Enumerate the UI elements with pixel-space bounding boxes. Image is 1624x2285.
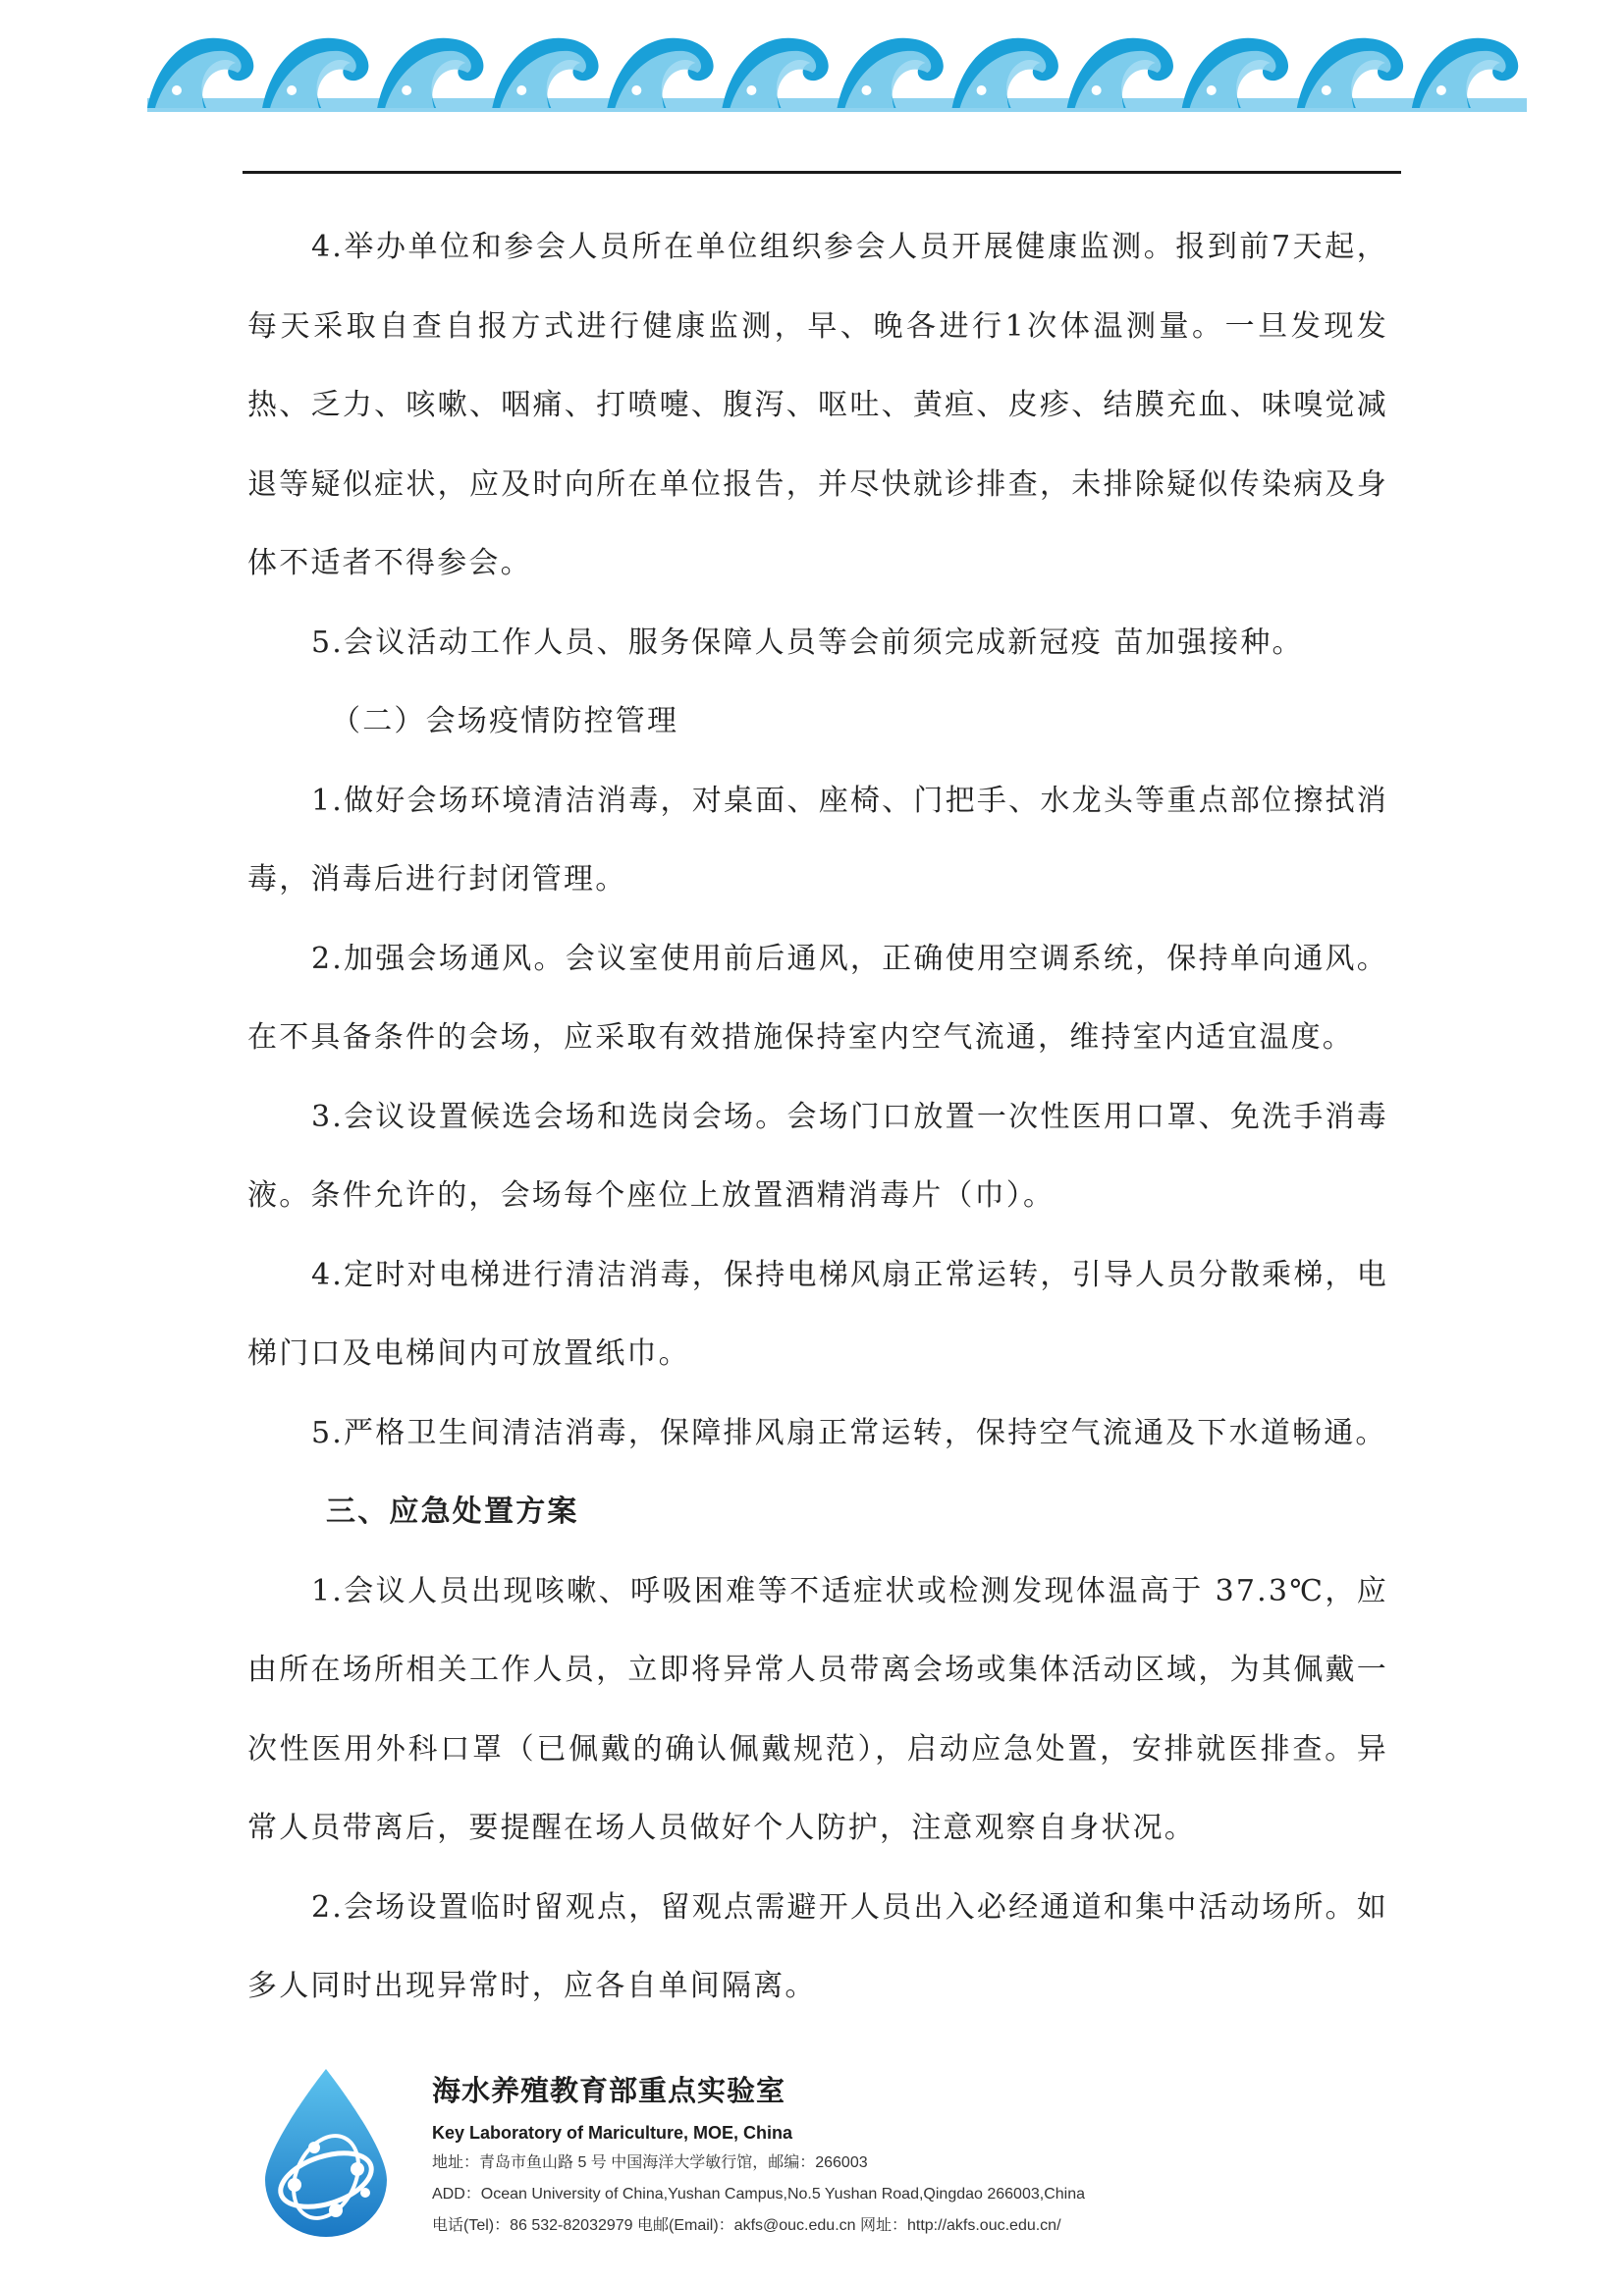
lab-name-english: Key Laboratory of Mariculture, MOE, China — [432, 2123, 793, 2143]
wave-pattern — [147, 38, 1518, 108]
wave-bubble — [631, 85, 641, 95]
wave-bubble — [1322, 85, 1331, 95]
paragraph-symptom-response: 1.会议人员出现咳嗽、呼吸困难等不适症状或检测发现体温高于 37.3℃，应由所在场所相关工作人员，立即将异常人员带离会场或集体活动区域，为其佩戴一次性医用外科口罩（已佩戴的确认佩戴规范），启动应急处置，安排就医排查。异常人员带离后，要提醒在场人员做好个人防护，注意观察自身状况。 — [247, 1573, 1388, 1845]
paragraph-vaccination: 5.会议活动工作人员、服务保障人员等会前须完成新冠疫 苗加强接种。 — [311, 625, 1304, 660]
section-heading-emergency: 三、应急处置方案 — [326, 1495, 579, 1529]
wave-bubble — [1436, 85, 1446, 95]
wave-bubble — [402, 85, 411, 95]
wave-bubble — [977, 85, 987, 95]
page-footer — [255, 2067, 1394, 2263]
paragraph-observation-point: 2.会场设置临时留观点，留观点需避开人员出入必经通道和集中活动场所。如多人同时出现异常时，应各自单间隔离。 — [247, 1889, 1388, 2003]
wave-bubble — [516, 85, 526, 95]
lab-name-chinese: 海水养殖教育部重点实验室 — [432, 2074, 786, 2107]
wave-bubble — [287, 85, 297, 95]
paragraph-elevator: 4.定时对电梯进行清洁消毒，保持电梯风扇正常运转，引导人员分散乘梯，电梯门口及电梯间内可放置纸巾。 — [247, 1257, 1388, 1371]
address-chinese: 地址：青岛市鱼山路 5 号 中国海洋大学敏行馆，邮编：266003 — [432, 2154, 868, 2171]
wave-bubble — [746, 85, 756, 95]
subheading-venue-management: （二）会场疫情防控管理 — [331, 704, 679, 738]
paragraph-restroom: 5.严格卫生间清洁消毒，保障排风扇正常运转，保持空气流通及下水道畅通。 — [311, 1415, 1387, 1450]
address-english: ADD：Ocean University of China,Yushan Campus,No.5 Yushan Road,Qingdao 266003,China — [432, 2186, 1085, 2203]
header-rule — [243, 171, 1401, 174]
paragraph-ventilation: 2.加强会场通风。会议室使用前后通风，正确使用空调系统，保持单向通风。在不具备条件的会场，应采取有效措施保持室内空气流通，维持室内适宜温度。 — [247, 941, 1388, 1055]
wave-bubble — [172, 85, 182, 95]
document-body — [247, 208, 1388, 2027]
lab-logo-icon — [255, 2067, 398, 2239]
wave-bubble — [862, 85, 872, 95]
paragraph-disinfection: 1.做好会场环境清洁消毒，对桌面、座椅、门把手、水龙头等重点部位擦拭消毒，消毒后进行封闭管理。 — [247, 783, 1388, 897]
paragraph-health-monitoring: 4.举办单位和参会人员所在单位组织参会人员开展健康监测。报到前7天起，每天采取自查自报方式进行健康监测，早、晚各进行1次体温测量。一旦发现发热、乏力、咳嗽、咽痛、打喷嚏、腹泻、呕吐、黄疸、皮疹、结膜充血、味嗅觉减退等疑似症状，应及时向所在单位报告，并尽快就诊排查，未排除疑似传染病及身体不适者不得参会。 — [247, 230, 1388, 580]
wave-bubble — [1207, 85, 1217, 95]
footer-text — [432, 2069, 1085, 2244]
wave-bubble — [1092, 85, 1102, 95]
contact-info: 电话(Tel)：86 532-82032979 电邮(Email)：akfs@ouc.edu.cn 网址：http://akfs.ouc.edu.cn/ — [432, 2217, 1061, 2234]
wave-banner — [147, 22, 1527, 120]
paragraph-venue-setup: 3.会议设置候选会场和选岗会场。会场门口放置一次性医用口罩、免洗手消毒液。条件允许的，会场每个座位上放置酒精消毒片（巾）。 — [247, 1099, 1388, 1213]
